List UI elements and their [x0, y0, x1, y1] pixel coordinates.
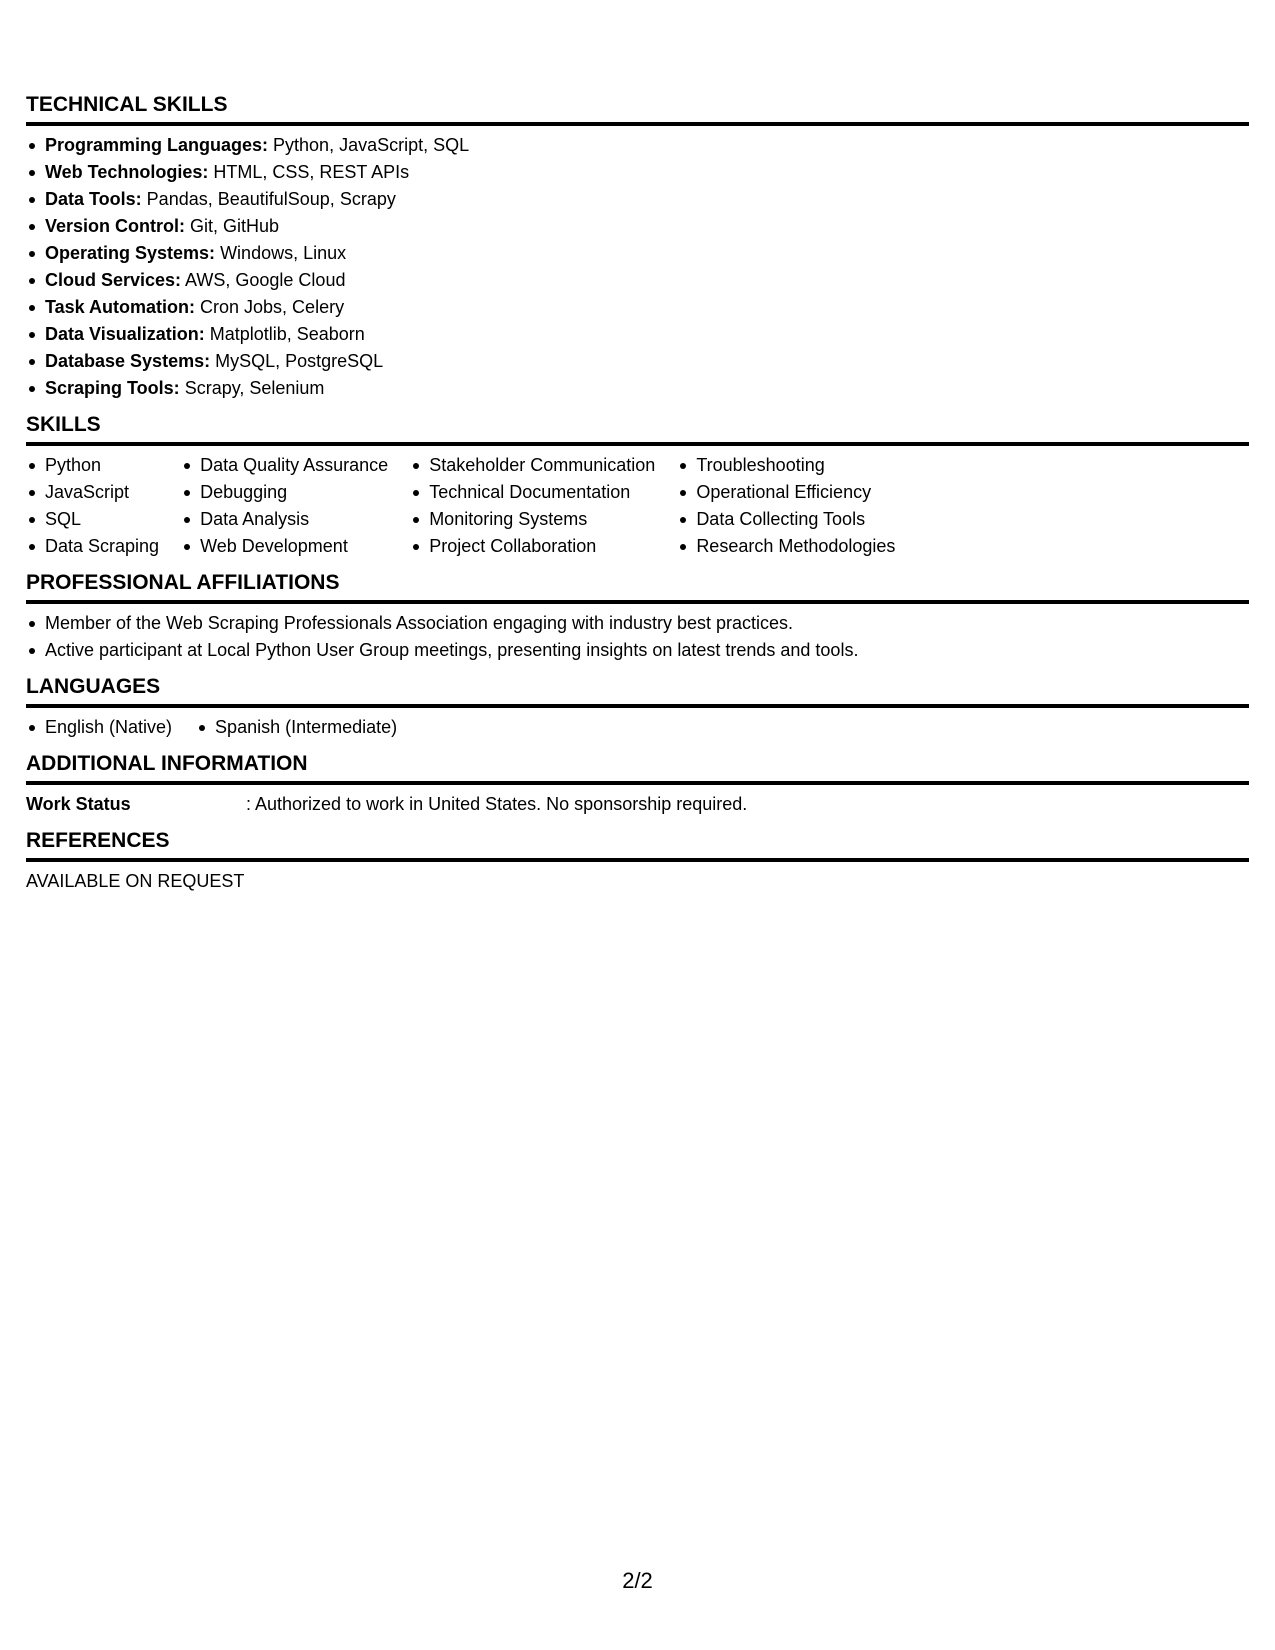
- language-group: [26, 714, 172, 741]
- skills-column: [26, 452, 159, 560]
- skill-item: Python: [45, 452, 159, 479]
- technical-skill-item: [45, 267, 1249, 294]
- technical-skill-label: Operating Systems:: [45, 243, 216, 263]
- technical-skill-label: Task Automation:: [45, 297, 196, 317]
- technical-skill-label: Scraping Tools:: [45, 378, 180, 398]
- skill-item: JavaScript: [45, 479, 159, 506]
- technical-skill-item: [45, 213, 1249, 240]
- technical-skill-item: [45, 132, 1249, 159]
- technical-skill-value: Windows, Linux: [215, 243, 347, 263]
- technical-skill-label: Data Visualization:: [45, 324, 205, 344]
- skills-column: [181, 452, 388, 560]
- technical-skill-value: AWS, Google Cloud: [181, 270, 346, 290]
- skill-item: Technical Documentation: [429, 479, 655, 506]
- technical-skill-label: Cloud Services:: [45, 270, 182, 290]
- technical-skill-item: [45, 375, 1249, 402]
- technical-skill-item: [45, 186, 1249, 213]
- technical-skills-list: [26, 132, 1249, 402]
- technical-skill-item: [45, 321, 1249, 348]
- languages-section: [26, 674, 1249, 741]
- skill-item: Data Analysis: [200, 506, 388, 533]
- additional-info-heading: ADDITIONAL INFORMATION: [26, 751, 1249, 785]
- skills-section: [26, 412, 1249, 560]
- language-item: Spanish (Intermediate): [215, 714, 397, 741]
- affiliation-item: Active participant at Local Python User Group meetings, presenting insights on latest trends and tools.: [45, 637, 1249, 664]
- technical-skill-item: [45, 348, 1249, 375]
- affiliations-section: [26, 570, 1249, 664]
- technical-skill-label: Database Systems:: [45, 351, 211, 371]
- work-status-label: Work Status: [26, 794, 131, 814]
- skills-columns: [26, 452, 1249, 560]
- skill-item: Operational Efficiency: [696, 479, 895, 506]
- language-item: English (Native): [45, 714, 172, 741]
- work-status-value: : Authorized to work in United States. No sponsorship required.: [246, 794, 748, 814]
- technical-skills-section: [26, 92, 1249, 402]
- technical-skill-label: Version Control:: [45, 216, 186, 236]
- references-heading: REFERENCES: [26, 828, 1249, 862]
- technical-skill-label: Programming Languages:: [45, 135, 269, 155]
- skill-item: Debugging: [200, 479, 388, 506]
- skill-item: Data Quality Assurance: [200, 452, 388, 479]
- resume-page: [26, 92, 1249, 905]
- skills-column: [677, 452, 895, 560]
- skill-item: Web Development: [200, 533, 388, 560]
- page-number: 2/2: [622, 1568, 653, 1593]
- references-text: AVAILABLE ON REQUEST: [26, 871, 245, 891]
- technical-skill-value: HTML, CSS, REST APIs: [208, 162, 410, 182]
- technical-skill-value: Cron Jobs, Celery: [195, 297, 345, 317]
- technical-skill-label: Data Tools:: [45, 189, 142, 209]
- references-section: [26, 828, 1249, 895]
- skill-item: Project Collaboration: [429, 533, 655, 560]
- languages-list: [26, 714, 1249, 741]
- technical-skill-value: Python, JavaScript, SQL: [268, 135, 470, 155]
- skills-column: [410, 452, 655, 560]
- affiliation-item: Member of the Web Scraping Professionals Association engaging with industry best practices.: [45, 610, 1249, 637]
- technical-skill-value: Git, GitHub: [185, 216, 280, 236]
- technical-skills-heading: TECHNICAL SKILLS: [26, 92, 1249, 126]
- skill-item: Research Methodologies: [696, 533, 895, 560]
- technical-skill-value: Matplotlib, Seaborn: [204, 324, 365, 344]
- skill-item: Monitoring Systems: [429, 506, 655, 533]
- technical-skill-item: [45, 240, 1249, 267]
- skill-item: SQL: [45, 506, 159, 533]
- technical-skill-value: Pandas, BeautifulSoup, Scrapy: [141, 189, 396, 209]
- skill-item: Data Collecting Tools: [696, 506, 895, 533]
- technical-skill-value: MySQL, PostgreSQL: [210, 351, 384, 371]
- skills-heading: SKILLS: [26, 412, 1249, 446]
- skill-item: Stakeholder Communication: [429, 452, 655, 479]
- skill-item: Data Scraping: [45, 533, 159, 560]
- affiliations-heading: PROFESSIONAL AFFILIATIONS: [26, 570, 1249, 604]
- technical-skill-item: [45, 159, 1249, 186]
- affiliations-list: [26, 610, 1249, 664]
- additional-info-section: [26, 751, 1249, 818]
- skill-item: Troubleshooting: [696, 452, 895, 479]
- language-group: [196, 714, 397, 741]
- work-status-row: [26, 791, 1249, 818]
- technical-skill-item: [45, 294, 1249, 321]
- languages-heading: LANGUAGES: [26, 674, 1249, 708]
- technical-skill-label: Web Technologies:: [45, 162, 209, 182]
- technical-skill-value: Scrapy, Selenium: [179, 378, 325, 398]
